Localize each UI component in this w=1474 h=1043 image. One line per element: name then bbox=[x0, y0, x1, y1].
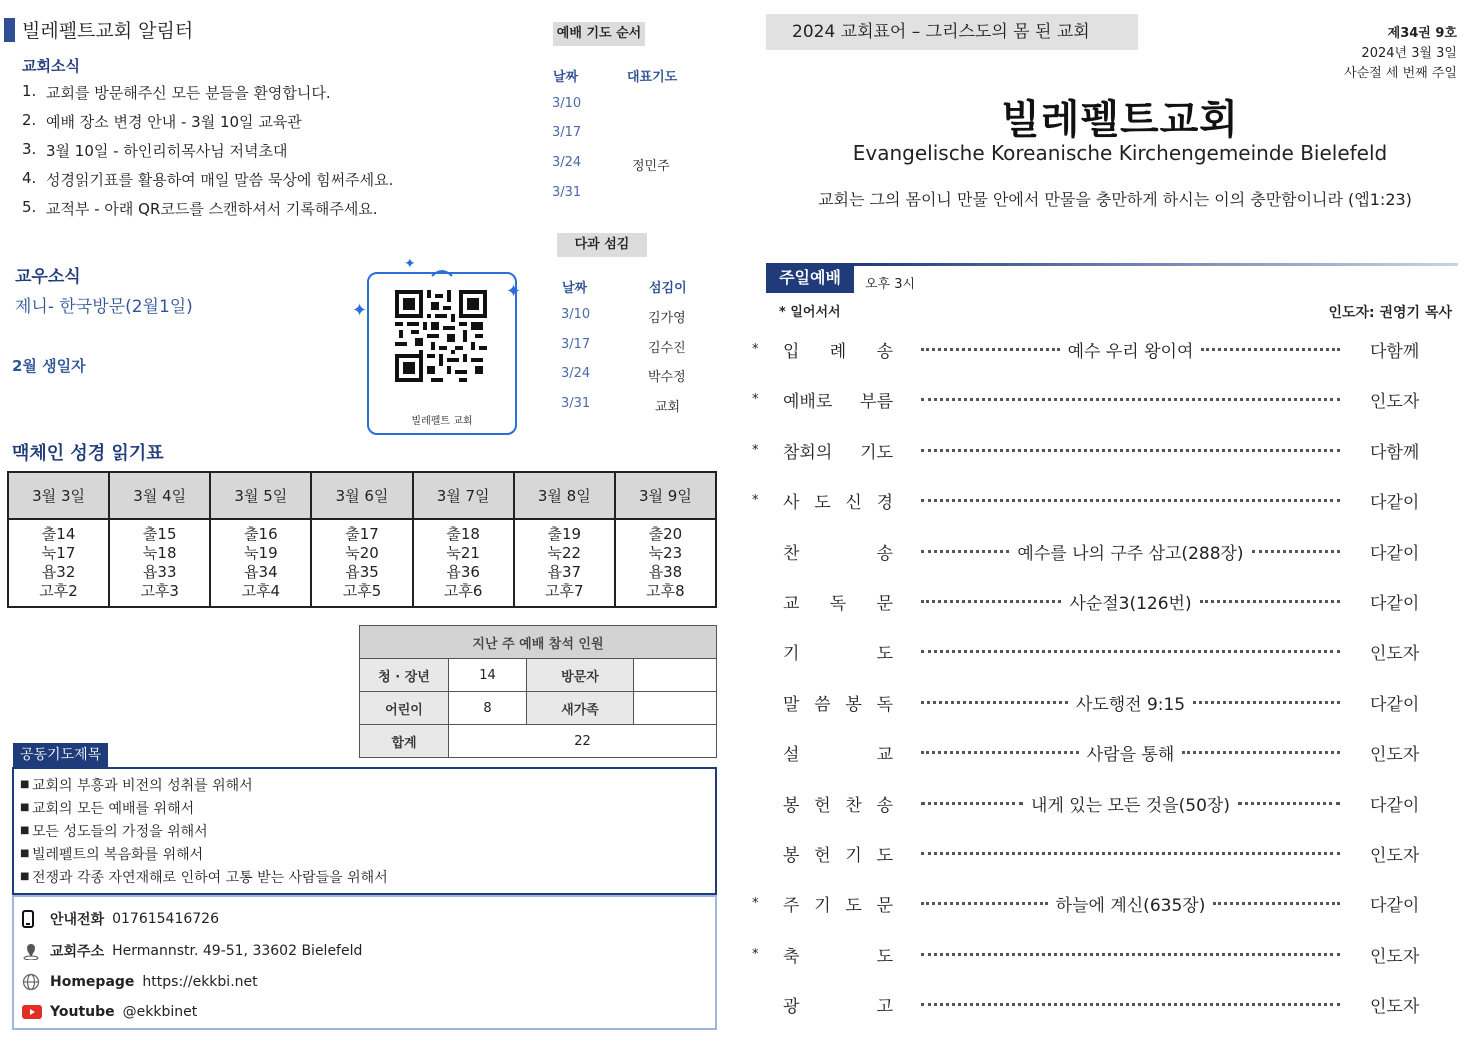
visitor-value bbox=[634, 659, 717, 692]
day-header: 3월 7일 bbox=[413, 472, 514, 519]
order-content bbox=[921, 539, 1340, 564]
reading-entry: 고후3 bbox=[140, 582, 179, 600]
order-row bbox=[752, 939, 1452, 969]
dot-leader bbox=[921, 852, 1340, 855]
standing-mark: * bbox=[752, 442, 759, 458]
refreshment-name-header: 섬김이 bbox=[649, 281, 687, 296]
order-content bbox=[921, 398, 1340, 401]
dot-leader bbox=[1252, 550, 1340, 553]
refreshment-date: 3/17 bbox=[561, 337, 591, 352]
service-tag: 주일예배 bbox=[766, 263, 854, 293]
order-performer: 인도자 bbox=[1370, 643, 1420, 664]
order-item-part: 입 bbox=[783, 341, 800, 362]
reading-plan-table bbox=[7, 471, 717, 608]
prayer-order-date: 3/24 bbox=[552, 155, 582, 170]
homepage-link[interactable]: https://ekkbi.net bbox=[142, 974, 258, 990]
reading-cell bbox=[615, 519, 716, 607]
refreshment-date-header: 날짜 bbox=[562, 281, 588, 296]
order-item-part: 참회의 bbox=[783, 442, 833, 463]
order-item-part: 송 bbox=[876, 795, 893, 816]
order-item-part: 예배로 bbox=[783, 391, 833, 412]
visitor-label: 방문자 bbox=[527, 659, 634, 692]
order-item-part: 신 bbox=[845, 492, 862, 513]
order-row bbox=[752, 435, 1452, 465]
list-item: ■ 교회의 모든 예배를 위해서 bbox=[20, 801, 195, 817]
order-performer: 인도자 bbox=[1370, 744, 1420, 765]
order-item-part: 송 bbox=[876, 543, 893, 564]
reading-entry: 고후5 bbox=[342, 582, 382, 600]
birthday-heading: 2월 생일자 bbox=[12, 357, 86, 375]
refreshment-date: 3/24 bbox=[561, 366, 591, 381]
reading-cell bbox=[311, 519, 412, 607]
youtube-icon bbox=[22, 1005, 50, 1019]
order-performer: 다같이 bbox=[1370, 694, 1420, 715]
dot-leader bbox=[1182, 751, 1340, 754]
order-row bbox=[752, 737, 1452, 767]
prayer-order-date: 3/31 bbox=[552, 185, 582, 200]
prayer-order-name-header: 대표기도 bbox=[627, 70, 678, 85]
contact-homepage: Homepage https://ekkbi.net bbox=[22, 973, 258, 991]
contact-youtube: Youtube @ekkbinet bbox=[22, 1004, 197, 1020]
phone-number[interactable]: 017615416726 bbox=[112, 911, 219, 927]
order-row bbox=[752, 687, 1452, 717]
common-prayer-tag: 공동기도제목 bbox=[13, 743, 108, 767]
child-value: 8 bbox=[449, 692, 527, 725]
alimter-title: 빌레펠트교회 알림터 bbox=[22, 20, 194, 42]
order-performer: 다같이 bbox=[1370, 593, 1420, 614]
dot-leader bbox=[1201, 348, 1340, 351]
day-header: 3월 5일 bbox=[210, 472, 311, 519]
reading-entry: 눅18 bbox=[142, 544, 177, 562]
order-row bbox=[752, 989, 1452, 1019]
order-item-part: 부름 bbox=[860, 391, 893, 412]
order-item-part: 도 bbox=[876, 845, 893, 866]
order-row bbox=[752, 334, 1452, 364]
service-time: 오후 3시 bbox=[865, 277, 916, 292]
standing-mark: * bbox=[752, 492, 759, 508]
order-performer: 인도자 bbox=[1370, 391, 1420, 412]
order-item-part: 기 bbox=[814, 895, 831, 916]
order-item-part: 문 bbox=[876, 593, 893, 614]
list-item: 3. 3월 10일 - 하인리히목사님 저녁초대 bbox=[22, 140, 288, 160]
title-accent-bar bbox=[4, 18, 15, 42]
reading-entry: 욥33 bbox=[142, 563, 177, 581]
sparkle-icon: ✦ bbox=[404, 256, 416, 272]
order-row bbox=[752, 888, 1452, 918]
order-performer: 인도자 bbox=[1370, 996, 1420, 1017]
order-item-part: 말 bbox=[783, 694, 800, 715]
reading-entry: 출15 bbox=[142, 525, 177, 543]
order-performer: 다함께 bbox=[1370, 341, 1420, 362]
order-item-part: 문 bbox=[876, 895, 893, 916]
qr-label: 빌레펠트 교회 bbox=[411, 416, 473, 427]
order-item-part: 도 bbox=[814, 492, 831, 513]
dot-leader bbox=[921, 499, 1340, 502]
total-label: 합계 bbox=[360, 725, 449, 758]
order-item-part: 도 bbox=[876, 643, 893, 664]
table-header-row bbox=[8, 472, 716, 519]
dot-leader bbox=[921, 600, 1061, 603]
order-item-part: 기 bbox=[783, 643, 800, 664]
member-news-text: 제니- 한국방문(2월1일) bbox=[15, 297, 193, 317]
order-row bbox=[752, 636, 1452, 666]
prayer-order-name: 정민주 bbox=[632, 159, 670, 174]
reading-cell bbox=[413, 519, 514, 607]
order-content bbox=[921, 953, 1340, 956]
day-header: 3월 8일 bbox=[514, 472, 615, 519]
order-item bbox=[783, 690, 893, 715]
reading-entry: 출20 bbox=[648, 525, 683, 543]
refreshment-date: 3/31 bbox=[561, 396, 591, 411]
order-content-text: 예수를 나의 구주 삼고(288장) bbox=[1017, 543, 1244, 564]
order-item-part: 찬 bbox=[845, 795, 862, 816]
reading-entry: 고후2 bbox=[39, 582, 78, 600]
refreshment-tag: 다과 섬김 bbox=[557, 233, 647, 257]
order-item-part: 축 bbox=[783, 946, 800, 967]
dot-leader bbox=[921, 953, 1340, 956]
order-item bbox=[783, 992, 893, 1017]
order-item bbox=[783, 740, 893, 765]
dot-leader bbox=[921, 398, 1340, 401]
order-item bbox=[783, 539, 893, 564]
list-item: 5. 교적부 - 아래 QR코드를 스캔하셔서 기록해주세요. bbox=[22, 198, 378, 218]
order-content bbox=[921, 337, 1340, 362]
dot-leader bbox=[921, 650, 1340, 653]
order-content bbox=[921, 791, 1340, 816]
order-item-part: 기 bbox=[845, 845, 862, 866]
standing-mark: * bbox=[752, 946, 759, 962]
order-item-part: 찬 bbox=[783, 543, 800, 564]
order-content bbox=[921, 499, 1340, 502]
newfamily-label: 새가족 bbox=[527, 692, 634, 725]
order-item bbox=[783, 438, 893, 463]
dot-leader bbox=[921, 701, 1068, 704]
order-item-part: 기도 bbox=[860, 442, 893, 463]
service-leader: 인도자: 권영기 목사 bbox=[1328, 305, 1452, 321]
order-content bbox=[921, 1003, 1340, 1006]
church-motto: 2024 교회표어 – 그리스도의 몸 된 교회 bbox=[766, 14, 1138, 50]
reading-entry: 욥34 bbox=[244, 563, 278, 581]
newfamily-value bbox=[634, 692, 717, 725]
day-header: 3월 6일 bbox=[311, 472, 412, 519]
order-item bbox=[783, 337, 893, 362]
order-content-text: 내게 있는 모든 것을(50장) bbox=[1031, 795, 1230, 816]
order-content bbox=[921, 891, 1340, 916]
dot-leader bbox=[921, 550, 1009, 553]
list-item: ■ 교회의 부흥과 비전의 성취를 위해서 bbox=[20, 778, 253, 794]
reading-plan-heading: 맥체인 성경 읽기표 bbox=[12, 443, 164, 464]
service-divider bbox=[854, 263, 1458, 266]
dot-leader bbox=[921, 348, 1060, 351]
list-item: ■ 모든 성도들의 가정을 위해서 bbox=[20, 824, 208, 840]
order-content bbox=[921, 650, 1340, 653]
reading-cell bbox=[210, 519, 311, 607]
order-content bbox=[921, 690, 1340, 715]
standing-mark: * bbox=[752, 895, 759, 911]
order-item-part: 설 bbox=[783, 744, 800, 765]
order-item-part: 주 bbox=[783, 895, 800, 916]
order-item bbox=[783, 841, 893, 866]
reading-entry: 고후7 bbox=[545, 582, 584, 600]
order-item-part: 도 bbox=[845, 895, 862, 916]
order-item bbox=[783, 942, 893, 967]
sparkle-icon: ✦ bbox=[352, 300, 368, 321]
order-item-part: 독 bbox=[829, 593, 847, 614]
order-performer: 인도자 bbox=[1370, 946, 1420, 967]
reading-entry: 출19 bbox=[547, 525, 582, 543]
theme-verse: 교회는 그의 몸이니 만물 안에서 만물을 충만하게 하시는 이의 충만함이니라 (엡1:23) bbox=[818, 190, 1412, 209]
order-item-part: 광 bbox=[783, 996, 800, 1017]
list-item: 4. 성경읽기표를 활용하여 매일 말씀 묵상에 힘써주세요. bbox=[22, 169, 394, 189]
dot-leader bbox=[1193, 701, 1340, 704]
order-item-part: 봉 bbox=[783, 845, 800, 866]
reading-entry: 고후4 bbox=[241, 582, 281, 600]
list-item: 1. 교회를 방문해주신 모든 분들을 환영합니다. bbox=[22, 82, 331, 102]
phone-icon bbox=[22, 910, 50, 928]
order-row bbox=[752, 838, 1452, 868]
table-row bbox=[8, 519, 716, 607]
church-news-heading: 교회소식 bbox=[22, 57, 80, 75]
order-item-part: 봉 bbox=[783, 795, 800, 816]
list-item: 2. 예배 장소 변경 안내 - 3월 10일 교육관 bbox=[22, 111, 302, 131]
order-item-part: 독 bbox=[876, 694, 893, 715]
order-row bbox=[752, 384, 1452, 414]
reading-entry: 눅21 bbox=[446, 544, 480, 562]
prayer-order-tag: 예배 기도 순서 bbox=[553, 22, 645, 46]
church-news-list bbox=[22, 82, 542, 227]
reading-entry: 출17 bbox=[345, 525, 379, 543]
list-item: ■ 전쟁과 각종 자연재해로 인하여 고통 받는 사람들을 위해서 bbox=[20, 870, 388, 886]
reading-cell bbox=[8, 519, 109, 607]
reading-cell bbox=[514, 519, 615, 607]
issue-date: 2024년 3월 3일 bbox=[1361, 46, 1457, 61]
order-row bbox=[752, 788, 1452, 818]
reading-entry: 눅17 bbox=[41, 544, 76, 562]
order-item-part: 경 bbox=[876, 492, 893, 513]
dot-leader bbox=[1238, 802, 1340, 805]
order-item-part: 씀 bbox=[814, 694, 831, 715]
globe-icon bbox=[22, 973, 50, 991]
order-item bbox=[783, 891, 893, 916]
order-performer: 다같이 bbox=[1370, 492, 1420, 513]
refreshment-name: 박수정 bbox=[648, 370, 686, 385]
order-item-part: 송 bbox=[876, 341, 893, 362]
reading-entry: 욥32 bbox=[41, 563, 76, 581]
contact-box bbox=[12, 895, 717, 1030]
order-item-part: 교 bbox=[783, 593, 800, 614]
standing-mark: * bbox=[752, 391, 759, 407]
child-label: 어린이 bbox=[360, 692, 449, 725]
order-performer: 다같이 bbox=[1370, 543, 1420, 564]
order-performer: 다함께 bbox=[1370, 442, 1420, 463]
dot-leader bbox=[921, 802, 1023, 805]
youth-value: 14 bbox=[449, 659, 527, 692]
order-row bbox=[752, 536, 1452, 566]
refreshment-name: 김수진 bbox=[648, 341, 686, 356]
standup-note: * 일어서서 bbox=[779, 305, 841, 320]
church-german-name: Evangelische Koreanische Kirchengemeinde Bielefeld bbox=[852, 141, 1388, 165]
prayer-order-date-header: 날짜 bbox=[553, 70, 579, 85]
reading-entry: 욥38 bbox=[648, 563, 683, 581]
order-item-part: 헌 bbox=[814, 845, 831, 866]
order-item-part: 봉 bbox=[845, 694, 862, 715]
reading-entry: 눅22 bbox=[547, 544, 582, 562]
order-row bbox=[752, 485, 1452, 515]
contact-address: 교회주소 Hermannstr. 49-51, 33602 Bielefeld bbox=[22, 941, 362, 961]
day-header: 3월 4일 bbox=[109, 472, 210, 519]
order-content bbox=[921, 852, 1340, 855]
order-row bbox=[752, 586, 1452, 616]
reading-entry: 눅23 bbox=[648, 544, 683, 562]
order-performer: 다같이 bbox=[1370, 895, 1420, 916]
order-content-text: 사순절3(126번) bbox=[1069, 593, 1192, 614]
order-performer: 인도자 bbox=[1370, 845, 1420, 866]
refreshment-date: 3/10 bbox=[561, 307, 591, 322]
reading-entry: 출18 bbox=[446, 525, 480, 543]
attendance-table bbox=[359, 625, 717, 758]
dot-leader bbox=[921, 449, 1340, 452]
refreshment-name: 김가영 bbox=[648, 311, 686, 326]
order-content-text: 예수 우리 왕이여 bbox=[1067, 341, 1194, 362]
order-item-part: 도 bbox=[876, 946, 893, 967]
day-header: 3월 9일 bbox=[615, 472, 716, 519]
reading-cell bbox=[109, 519, 210, 607]
refreshment-name: 교회 bbox=[655, 400, 681, 415]
reading-entry: 욥37 bbox=[547, 563, 582, 581]
order-item bbox=[783, 589, 893, 614]
order-content bbox=[921, 589, 1340, 614]
dot-leader bbox=[921, 751, 1079, 754]
reading-entry: 눅20 bbox=[345, 544, 379, 562]
prayer-order-date: 3/10 bbox=[552, 96, 582, 111]
attendance-caption: 지난 주 예배 참석 인원 bbox=[360, 626, 717, 659]
order-item-part: 헌 bbox=[814, 795, 831, 816]
order-item bbox=[783, 639, 893, 664]
order-item-part: 례 bbox=[829, 341, 847, 362]
dot-leader bbox=[921, 902, 1048, 905]
standing-mark: * bbox=[752, 341, 759, 357]
youth-label: 청 · 장년 bbox=[360, 659, 449, 692]
order-item bbox=[783, 488, 893, 513]
common-prayer-list bbox=[12, 767, 717, 895]
member-news-heading: 교우소식 bbox=[15, 267, 81, 287]
total-value: 22 bbox=[449, 725, 717, 758]
dot-leader bbox=[1213, 902, 1340, 905]
reading-entry: 고후8 bbox=[646, 582, 685, 600]
order-item bbox=[783, 791, 893, 816]
youtube-handle[interactable]: @ekkbinet bbox=[122, 1004, 198, 1020]
reading-entry: 출14 bbox=[41, 525, 76, 543]
order-item bbox=[783, 387, 893, 412]
contact-phone: 안내전화 017615416726 bbox=[22, 909, 219, 929]
day-header: 3월 3일 bbox=[8, 472, 109, 519]
church-name: 빌레펠트교회 bbox=[1001, 97, 1239, 143]
dot-leader bbox=[921, 1003, 1340, 1006]
order-content-text: 사도행전 9:15 bbox=[1075, 694, 1186, 715]
sparkle-icon: ✦ bbox=[506, 281, 522, 302]
list-item: ■ 빌레펠트의 복음화를 위해서 bbox=[20, 847, 204, 863]
address-text: Hermannstr. 49-51, 33602 Bielefeld bbox=[112, 943, 363, 959]
order-item-part: 교 bbox=[876, 744, 893, 765]
reading-entry: 욥35 bbox=[345, 563, 379, 581]
reading-entry: 눅19 bbox=[244, 544, 278, 562]
order-performer: 다같이 bbox=[1370, 795, 1420, 816]
issue-week: 사순절 세 번째 주일 bbox=[1344, 66, 1457, 81]
order-content bbox=[921, 740, 1340, 765]
order-item-part: 고 bbox=[876, 996, 893, 1017]
reading-entry: 고후6 bbox=[443, 582, 483, 600]
order-content bbox=[921, 449, 1340, 452]
reading-entry: 출16 bbox=[244, 525, 278, 543]
prayer-order-date: 3/17 bbox=[552, 125, 582, 140]
qr-code-icon[interactable] bbox=[395, 290, 487, 382]
order-content-text: 사람을 통해 bbox=[1086, 744, 1175, 765]
dot-leader bbox=[1200, 600, 1340, 603]
issue-volume: 제34권 9호 bbox=[1387, 26, 1457, 41]
order-content-text: 하늘에 계신(635장) bbox=[1055, 895, 1206, 916]
order-item-part: 사 bbox=[783, 492, 800, 513]
reading-entry: 욥36 bbox=[446, 563, 480, 581]
location-icon bbox=[22, 942, 50, 960]
